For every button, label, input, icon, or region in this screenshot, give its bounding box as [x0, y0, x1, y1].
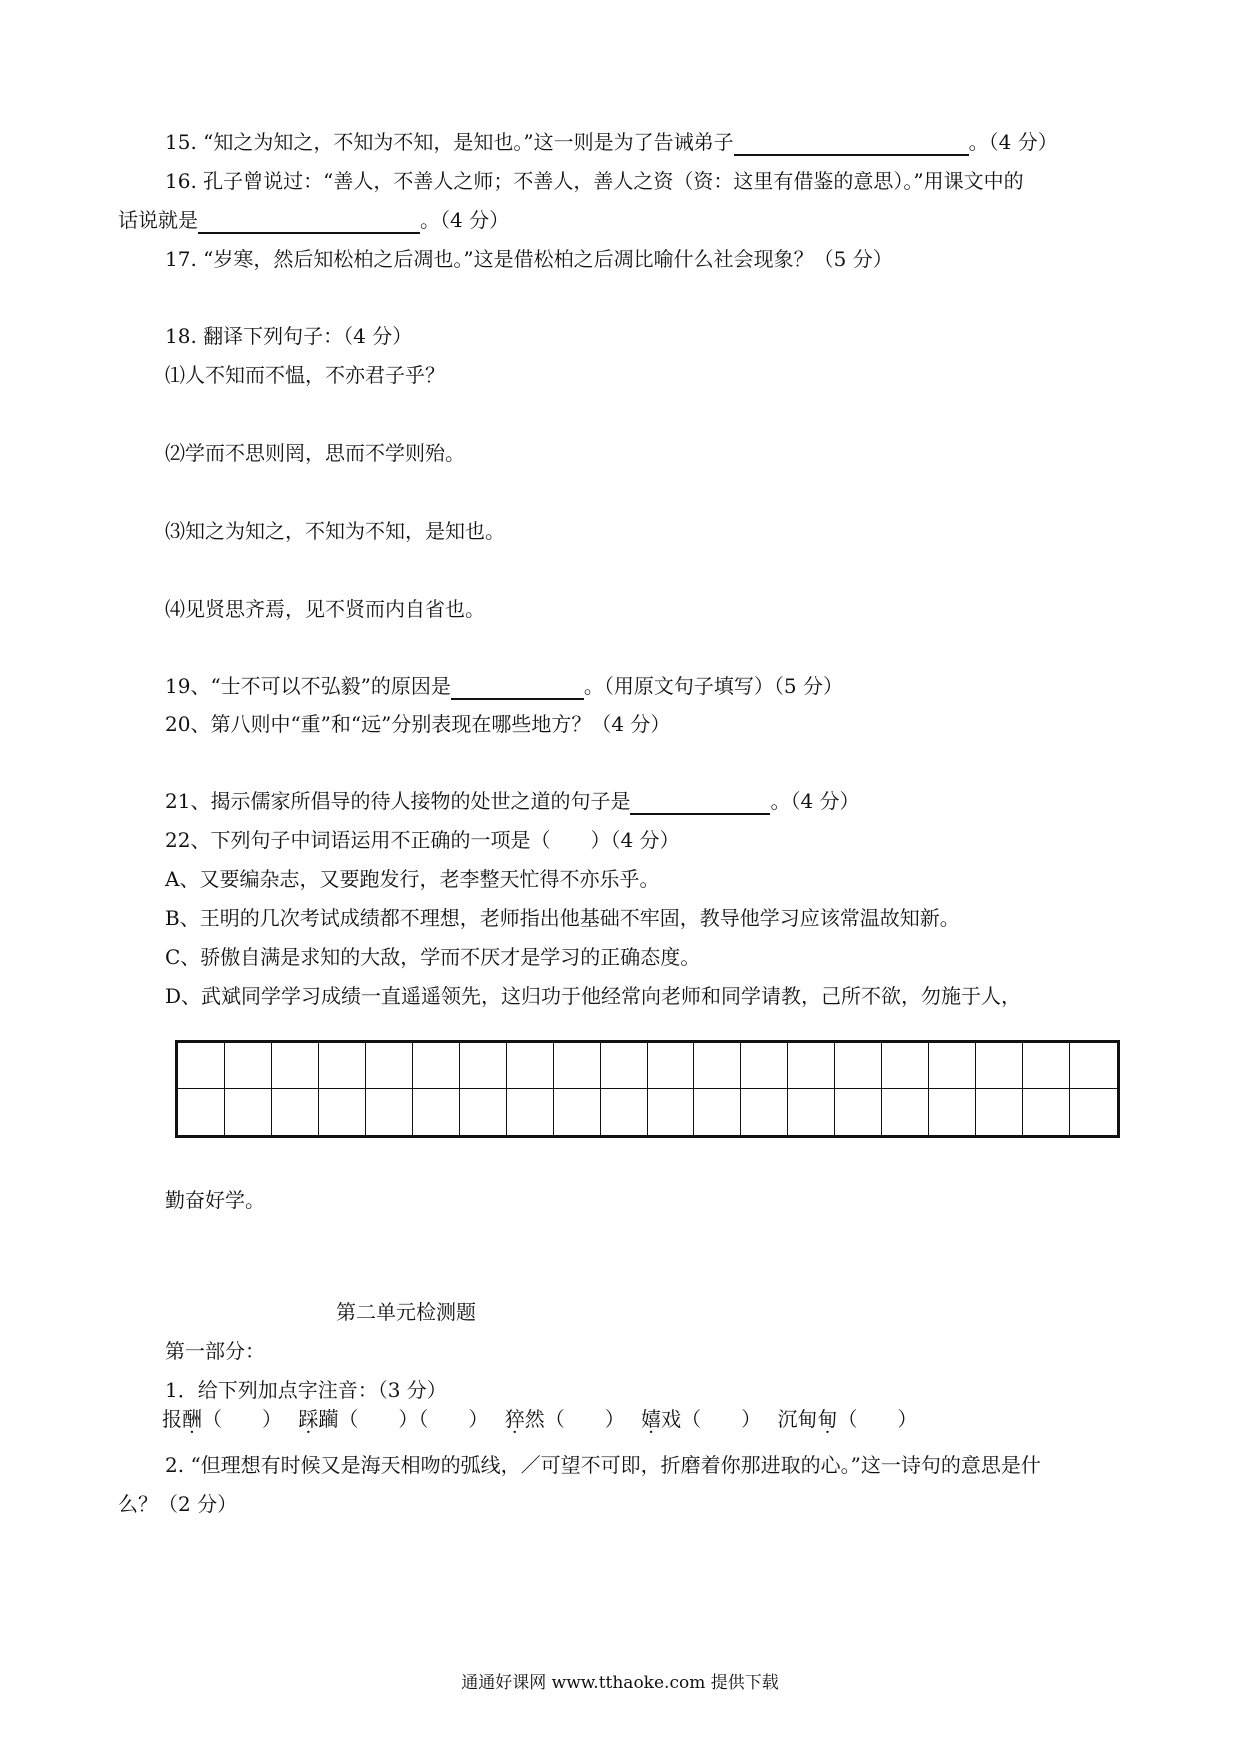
grid-cell[interactable]	[507, 1043, 554, 1089]
q22-option-a: A、又要编杂志，又要跑发行，老李整天忙得不亦乐乎。	[165, 867, 660, 891]
unit2-q1-words	[162, 1405, 917, 1433]
q22-continuation: 勤奋好学。	[165, 1188, 265, 1212]
grid-cell[interactable]	[882, 1089, 929, 1135]
footer-credit: 通通好课网 www.tthaoke.com 提供下载	[461, 1673, 779, 1693]
grid-cell[interactable]	[694, 1089, 741, 1135]
question-16-line2	[118, 206, 509, 234]
q19-answer-blank[interactable]	[451, 676, 584, 700]
q21-text: 21、揭示儒家所倡导的待人接物的处世之道的句子是	[165, 789, 631, 813]
question-18-title: 18. 翻译下列句子：（4 分）	[165, 324, 413, 348]
unit2-q2-line1: 2. “但理想有时候又是海天相吻的弧线，／可望不可即，折磨着你那进取的心。”这一诗句的意思是什	[165, 1453, 1041, 1477]
grid-cell[interactable]	[413, 1043, 460, 1089]
grid-cell[interactable]	[601, 1089, 648, 1135]
grid-cell[interactable]	[976, 1043, 1023, 1089]
word-1: 报酬（ ）	[162, 1407, 272, 1431]
grid-cell[interactable]	[178, 1043, 225, 1089]
q19-text: 19、“士不可以不弘毅”的原因是	[165, 674, 451, 698]
question-17: 17. “岁寒，然后知松柏之后凋也。”这是借松柏之后凋比喻什么社会现象？（5 分）	[165, 247, 893, 271]
q16-answer-blank[interactable]	[198, 210, 420, 234]
grid-cell[interactable]	[929, 1043, 976, 1089]
grid-cell[interactable]	[413, 1089, 460, 1135]
question-20: 20、第八则中“重”和“远”分别表现在哪些地方？（4 分）	[165, 712, 671, 736]
q15-text: 15. “知之为知之，不知为不知，是知也。”这一则是为了告诫弟子	[165, 130, 734, 154]
q22-option-d: D、武斌同学学习成绩一直遥遥领先，这归功于他经常向老师和同学请教，己所不欲，勿施于人，	[165, 984, 1022, 1008]
grid-cell[interactable]	[178, 1089, 225, 1135]
grid-cell[interactable]	[882, 1043, 929, 1089]
grid-cell[interactable]	[694, 1043, 741, 1089]
q22-option-c: C、骄傲自满是求知的大敌，学而不厌才是学习的正确态度。	[165, 945, 701, 969]
word-2: 踩躏（ ）（ ）	[298, 1407, 479, 1431]
grid-cell[interactable]	[835, 1043, 882, 1089]
grid-cell[interactable]	[788, 1089, 835, 1135]
grid-cell[interactable]	[272, 1043, 319, 1089]
grid-cell[interactable]	[648, 1089, 695, 1135]
grid-cell[interactable]	[1070, 1043, 1117, 1089]
q19-note: 。（用原文句子填写）（5 分）	[583, 674, 843, 698]
q15-score: 。（4 分）	[968, 130, 1058, 154]
q16-text: 话说就是	[118, 208, 198, 232]
q16-score: 。（4 分）	[420, 208, 510, 232]
q18-item-1: ⑴人不知而不愠，不亦君子乎？	[165, 363, 445, 387]
grid-cell[interactable]	[507, 1089, 554, 1135]
grid-cell[interactable]	[1070, 1089, 1117, 1135]
grid-cell[interactable]	[741, 1043, 788, 1089]
grid-cell[interactable]	[225, 1089, 272, 1135]
q18-item-4: ⑷见贤思齐焉，见不贤而内自省也。	[165, 597, 485, 621]
grid-cell[interactable]	[225, 1043, 272, 1089]
unit2-q1-title: 1．给下列加点字注音：（3 分）	[165, 1378, 447, 1402]
grid-cell[interactable]	[366, 1089, 413, 1135]
question-21	[165, 787, 860, 815]
grid-cell[interactable]	[272, 1089, 319, 1135]
unit2-part-label: 第一部分：	[165, 1339, 265, 1363]
question-15	[165, 128, 1058, 156]
grid-cell[interactable]	[835, 1089, 882, 1135]
grid-cell[interactable]	[788, 1043, 835, 1089]
grid-cell[interactable]	[319, 1089, 366, 1135]
q22-option-b: B、王明的几次考试成绩都不理想，老师指出他基础不牢固，教导他学习应该常温故知新。	[165, 906, 960, 930]
q18-item-2: ⑵学而不思则罔，思而不学则殆。	[165, 441, 465, 465]
word-4: 嬉戏（ ）	[641, 1407, 752, 1431]
q21-answer-blank[interactable]	[630, 791, 770, 815]
question-19	[165, 672, 843, 700]
unit2-title: 第二单元检测题	[336, 1300, 476, 1324]
grid-cell[interactable]	[601, 1043, 648, 1089]
grid-cell[interactable]	[554, 1089, 601, 1135]
grid-cell[interactable]	[460, 1043, 507, 1089]
q18-item-3: ⑶知之为知之，不知为不知，是知也。	[165, 519, 505, 543]
unit2-q2-line2: 么？（2 分）	[118, 1492, 238, 1516]
grid-cell[interactable]	[741, 1089, 788, 1135]
grid-cell[interactable]	[976, 1089, 1023, 1135]
grid-cell[interactable]	[366, 1043, 413, 1089]
grid-cell[interactable]	[1023, 1089, 1070, 1135]
grid-cell[interactable]	[648, 1043, 695, 1089]
word-5: 沉甸甸（ ）	[777, 1407, 918, 1431]
word-3: 猝然（ ）	[504, 1407, 615, 1431]
q15-answer-blank[interactable]	[734, 132, 969, 156]
grid-cell[interactable]	[929, 1089, 976, 1135]
grid-cell[interactable]	[554, 1043, 601, 1089]
writing-grid[interactable]	[175, 1040, 1120, 1138]
question-22-title: 22、下列句子中词语运用不正确的一项是（ ）（4 分）	[165, 828, 680, 852]
grid-cell[interactable]	[319, 1043, 366, 1089]
question-16-line1: 16. 孔子曾说过：“善人，不善人之师；不善人，善人之资（资：这里有借鉴的意思）。”用课文中的	[165, 169, 1024, 193]
grid-cell[interactable]	[1023, 1043, 1070, 1089]
q21-score: 。（4 分）	[770, 789, 860, 813]
grid-cell[interactable]	[460, 1089, 507, 1135]
